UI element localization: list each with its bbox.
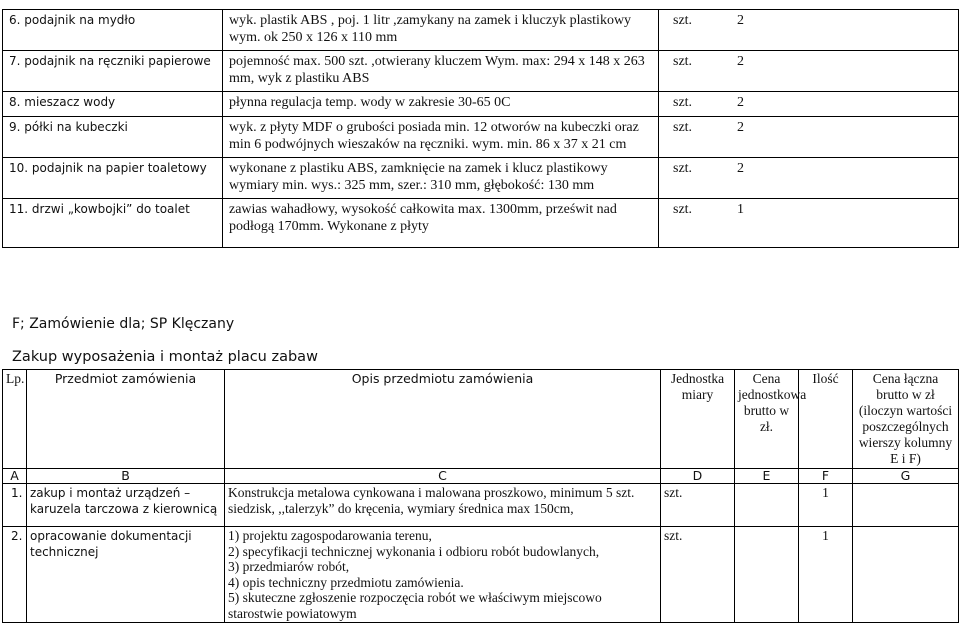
item-name: 9. półki na kubeczki xyxy=(3,117,223,158)
row-number: 1. xyxy=(3,484,27,527)
item-description: wyk. plastik ABS , poj. 1 litr ,zamykany na zamek i kluczyk plastikowy wym. ok 250 x 126 x 110 mm xyxy=(223,10,659,51)
header-description: Opis przedmiotu zamówienia xyxy=(225,370,661,469)
column-letter: B xyxy=(27,469,225,484)
item-description: wykonane z plastiku ABS, zamknięcie na zamek i klucz plastikowy wymiary min. wys.: 325 mm, szer.: 310 mm, głębokość: 130 mm xyxy=(223,158,659,199)
item-name: 8. mieszacz wody xyxy=(3,92,223,117)
item-quantity xyxy=(659,10,959,51)
section-title: F; Zamówienie dla; SP Klęczany xyxy=(12,316,235,332)
item-description: pojemność max. 500 szt. ,otwierany kluczem Wym. max: 294 x 148 x 263 mm, wyk z plastiku ABS xyxy=(223,51,659,92)
column-letter: A xyxy=(3,469,27,484)
item-name: 7. podajnik na ręczniki papierowe xyxy=(3,51,223,92)
qty: 1 xyxy=(799,527,853,623)
header-item: Przedmiot zamówienia xyxy=(27,370,225,469)
item-name: 10. podajnik na papier toaletowy xyxy=(3,158,223,199)
qty: 2 xyxy=(737,95,744,110)
item-quantity xyxy=(659,92,959,117)
qty: 2 xyxy=(737,13,744,28)
unit: szt. xyxy=(673,54,693,69)
item-name: 11. drzwi „kowbojki” do toalet xyxy=(3,199,223,248)
total-price xyxy=(853,527,959,623)
table-row xyxy=(3,527,959,623)
unit-price xyxy=(735,484,799,527)
table-row xyxy=(3,199,959,248)
unit: szt. xyxy=(673,161,693,176)
column-letter: C xyxy=(225,469,661,484)
order-table xyxy=(2,369,959,623)
item-quantity xyxy=(659,199,959,248)
column-letters-row xyxy=(3,469,959,484)
header-quantity: Ilość xyxy=(799,370,853,469)
item-name: 6. podajnik na mydło xyxy=(3,10,223,51)
table-row xyxy=(3,92,959,117)
description-line: 5) skuteczne zgłoszenie rozpoczęcia robót we właściwym miejscowo starostwie powiatowym xyxy=(228,590,602,621)
item-quantity xyxy=(659,51,959,92)
header-unit: Jednostka miary xyxy=(661,370,735,469)
item-description: płynna regulacja temp. wody w zakresie 30-65 0C xyxy=(223,92,659,117)
unit-price xyxy=(735,527,799,623)
unit: szt. xyxy=(661,484,735,527)
item-description xyxy=(225,527,661,623)
column-letter: D xyxy=(661,469,735,484)
qty: 2 xyxy=(737,161,744,176)
header-unit-price: Cena jednostkowa brutto w zł. xyxy=(735,370,799,469)
total-price xyxy=(853,484,959,527)
table-row xyxy=(3,51,959,92)
header-lp: Lp. xyxy=(3,370,27,469)
description-line: 1) projektu zagospodarowania terenu, xyxy=(228,528,432,543)
table-row xyxy=(3,484,959,527)
table-row xyxy=(3,158,959,199)
column-letter: F xyxy=(799,469,853,484)
item-name: zakup i montaż urządzeń – karuzela tarczowa z kierownicą xyxy=(27,484,225,527)
column-letter: G xyxy=(853,469,959,484)
unit: szt. xyxy=(673,95,693,110)
unit: szt. xyxy=(673,202,693,217)
item-name: opracowanie dokumentacji technicznej xyxy=(27,527,225,623)
item-quantity xyxy=(659,117,959,158)
unit: szt. xyxy=(673,13,693,28)
item-description: zawias wahadłowy, wysokość całkowita max. 1300mm, prześwit nad podłogą 170mm. Wykonane z płyty xyxy=(223,199,659,248)
item-description: Konstrukcja metalowa cynkowana i malowana proszkowo, minimum 5 szt. siedzisk, ,,talerzyk” do kręcenia, wymiary średnica max 150cm, xyxy=(225,484,661,527)
table-row xyxy=(3,10,959,51)
unit: szt. xyxy=(673,120,693,135)
column-letter: E xyxy=(735,469,799,484)
item-quantity xyxy=(659,158,959,199)
table-row xyxy=(3,117,959,158)
sub-title: Zakup wyposażenia i montaż placu zabaw xyxy=(12,349,318,365)
description-line: 4) opis techniczny przedmiotu zamówienia. xyxy=(228,574,464,590)
row-number: 2. xyxy=(3,527,27,623)
description-line: 3) przedmiarów robót, xyxy=(228,559,350,574)
header-total-price: Cena łączna brutto w zł (iloczyn wartości poszczególnych wierszy kolumny E i F) xyxy=(853,370,959,469)
items-table-continuation xyxy=(2,9,959,248)
item-description: wyk. z płyty MDF o grubości posiada min. 12 otworów na kubeczki oraz min 6 podwójnych wieszaków na ręczniki. wym. min. 86 x 37 x 21 cm xyxy=(223,117,659,158)
qty: 2 xyxy=(737,120,744,135)
description-line: 2) specyfikacji technicznej wykonania i odbioru robót budowlanych, xyxy=(228,543,600,559)
unit: szt. xyxy=(661,527,735,623)
qty: 1 xyxy=(799,484,853,527)
table-header-row xyxy=(3,370,959,469)
qty: 2 xyxy=(737,54,744,69)
qty: 1 xyxy=(737,202,744,217)
